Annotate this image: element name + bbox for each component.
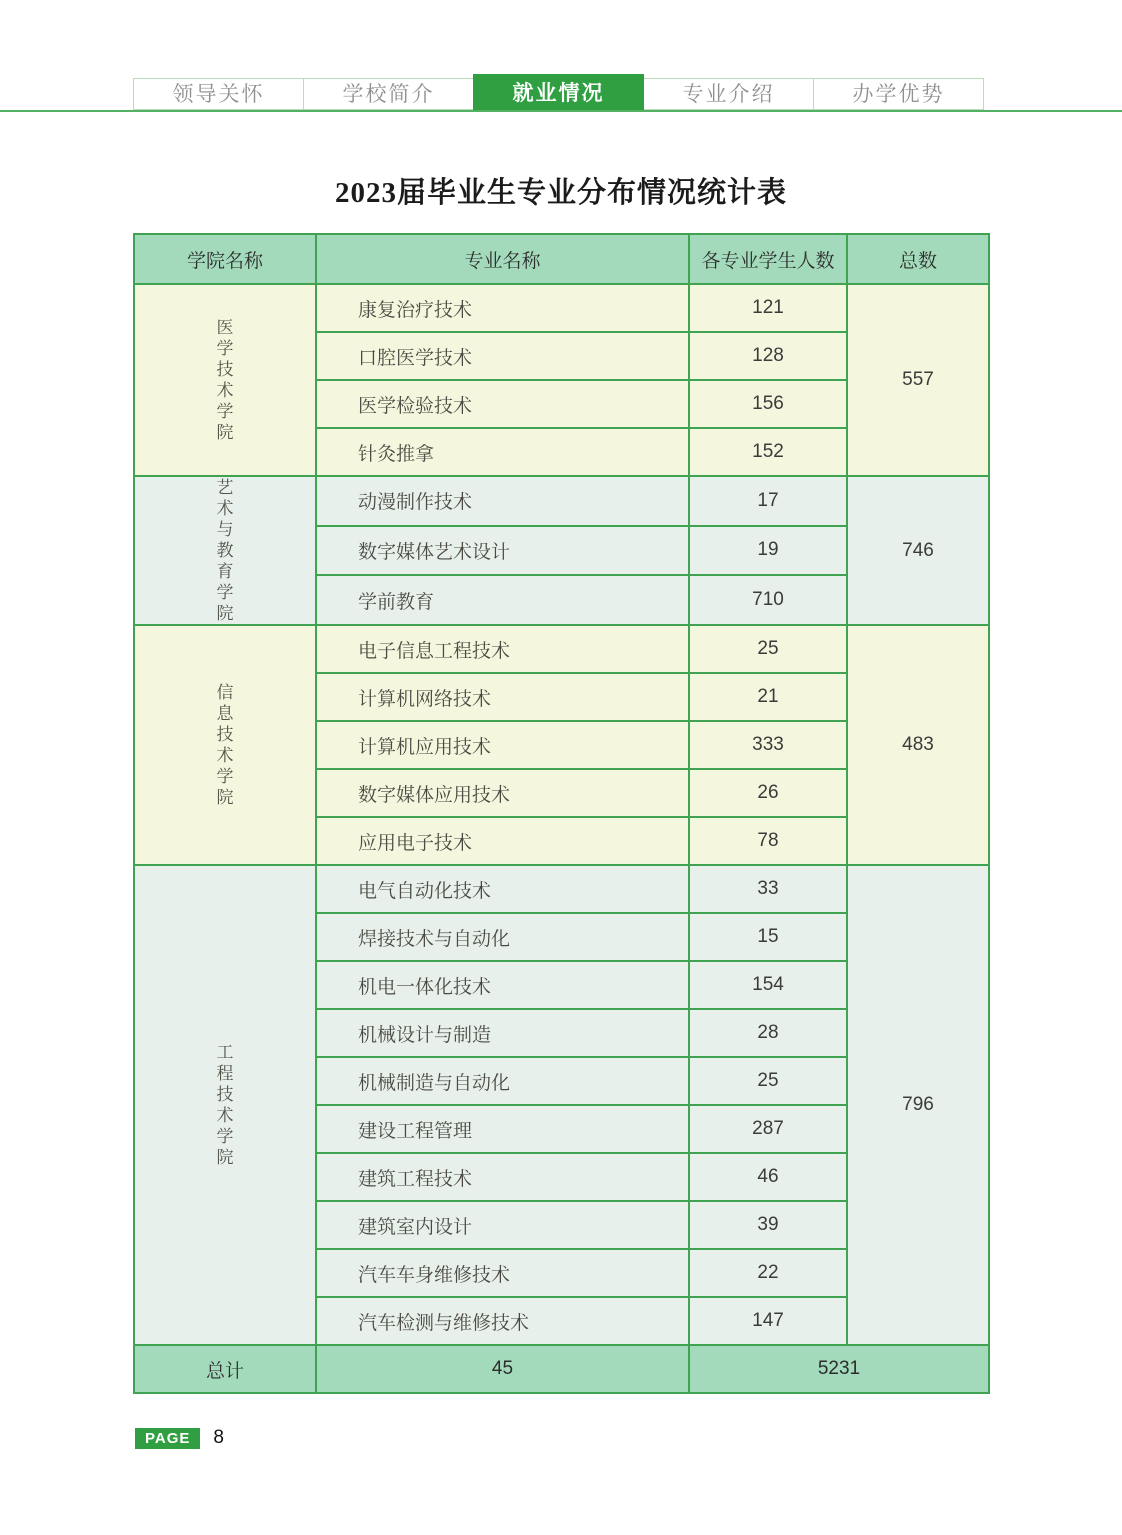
- table-row: [134, 476, 989, 526]
- major-cell: 机械制造与自动化: [316, 1057, 689, 1105]
- count-cell: 22: [689, 1249, 847, 1297]
- major-cell: 计算机网络技术: [316, 673, 689, 721]
- count-cell: 128: [689, 332, 847, 380]
- summary-row: [134, 1345, 989, 1393]
- table-row: [134, 284, 989, 332]
- college-group-art-education: [134, 476, 989, 625]
- page-footer: [135, 1427, 224, 1449]
- table-row: [134, 865, 989, 913]
- summary-major-count-cell: 45: [316, 1345, 689, 1393]
- major-cell: 数字媒体应用技术: [316, 769, 689, 817]
- major-cell: 汽车检测与维修技术: [316, 1297, 689, 1345]
- count-cell: 710: [689, 575, 847, 625]
- major-cell: 计算机应用技术: [316, 721, 689, 769]
- tab-leadership-care[interactable]: 领导关怀: [133, 78, 304, 110]
- tab-major-intro[interactable]: 专业介绍: [643, 78, 814, 110]
- group-total-cell: 557: [847, 284, 989, 476]
- col-header-college: 学院名称: [134, 234, 316, 284]
- summary-student-total-cell: 5231: [689, 1345, 989, 1393]
- major-cell: 口腔医学技术: [316, 332, 689, 380]
- major-cell: 医学检验技术: [316, 380, 689, 428]
- count-cell: 15: [689, 913, 847, 961]
- count-cell: 25: [689, 1057, 847, 1105]
- major-cell: 针灸推拿: [316, 428, 689, 476]
- count-cell: 21: [689, 673, 847, 721]
- major-cell: 焊接技术与自动化: [316, 913, 689, 961]
- group-total-cell: 483: [847, 625, 989, 865]
- major-cell: 康复治疗技术: [316, 284, 689, 332]
- major-cell: 汽车车身维修技术: [316, 1249, 689, 1297]
- tab-school-advantages[interactable]: 办学优势: [813, 78, 984, 110]
- count-cell: 121: [689, 284, 847, 332]
- count-cell: 28: [689, 1009, 847, 1057]
- college-name-cell: [134, 284, 316, 476]
- group-total-cell: 746: [847, 476, 989, 625]
- major-cell: 建筑工程技术: [316, 1153, 689, 1201]
- count-cell: 147: [689, 1297, 847, 1345]
- count-cell: 33: [689, 865, 847, 913]
- tab-employment-status[interactable]: 就业情况: [473, 74, 644, 110]
- graduate-distribution-table: [133, 233, 990, 1394]
- college-name-cell: [134, 625, 316, 865]
- count-cell: 39: [689, 1201, 847, 1249]
- col-header-total: 总数: [847, 234, 989, 284]
- col-header-count: 各专业学生人数: [689, 234, 847, 284]
- college-name-vertical: 医学技术学院: [216, 318, 234, 442]
- count-cell: 333: [689, 721, 847, 769]
- count-cell: 25: [689, 625, 847, 673]
- college-name-vertical: 信息技术学院: [216, 683, 234, 807]
- count-cell: 19: [689, 526, 847, 576]
- major-cell: 电子信息工程技术: [316, 625, 689, 673]
- major-cell: 电气自动化技术: [316, 865, 689, 913]
- col-header-major: 专业名称: [316, 234, 689, 284]
- table-row: [134, 625, 989, 673]
- count-cell: 287: [689, 1105, 847, 1153]
- college-group-medical: [134, 284, 989, 476]
- count-cell: 154: [689, 961, 847, 1009]
- count-cell: 26: [689, 769, 847, 817]
- count-cell: 46: [689, 1153, 847, 1201]
- page-number: 8: [213, 1427, 224, 1448]
- major-cell: 动漫制作技术: [316, 476, 689, 526]
- major-cell: 机械设计与制造: [316, 1009, 689, 1057]
- header-row: [134, 234, 989, 284]
- college-name-vertical: 艺术与教育学院: [216, 478, 234, 623]
- major-cell: 机电一体化技术: [316, 961, 689, 1009]
- count-cell: 156: [689, 380, 847, 428]
- major-cell: 学前教育: [316, 575, 689, 625]
- college-group-engineering: [134, 865, 989, 1345]
- tab-school-intro[interactable]: 学校简介: [303, 78, 474, 110]
- page-title: 2023届毕业生专业分布情况统计表: [334, 177, 787, 209]
- college-group-information: [134, 625, 989, 865]
- major-cell: 建筑室内设计: [316, 1201, 689, 1249]
- major-cell: 建设工程管理: [316, 1105, 689, 1153]
- page-badge: PAGE: [135, 1428, 200, 1449]
- summary-label-cell: 总计: [134, 1345, 316, 1393]
- college-name-cell: [134, 865, 316, 1345]
- count-cell: 17: [689, 476, 847, 526]
- count-cell: 78: [689, 817, 847, 865]
- major-cell: 数字媒体艺术设计: [316, 526, 689, 576]
- nav-tabs: [133, 78, 984, 110]
- college-name-vertical: 工程技术学院: [216, 1043, 234, 1167]
- college-name-cell: [134, 476, 316, 625]
- group-total-cell: 796: [847, 865, 989, 1345]
- count-cell: 152: [689, 428, 847, 476]
- major-cell: 应用电子技术: [316, 817, 689, 865]
